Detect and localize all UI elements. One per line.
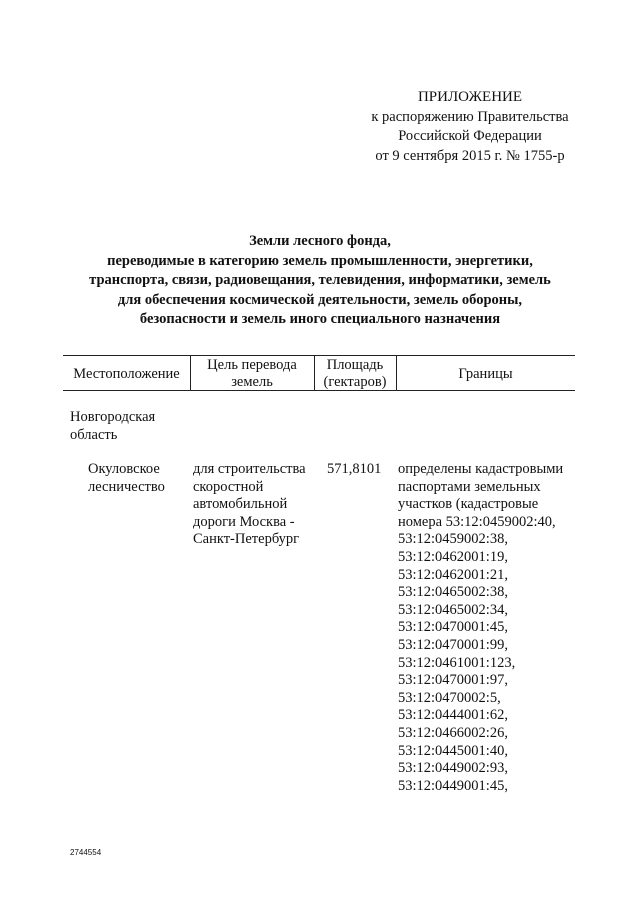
title-line: переводимые в категорию земель промышленности, энергетики,: [107, 252, 533, 269]
cadastral-number: 53:12:0449001:45,: [398, 777, 508, 794]
header-purpose-line: земель: [231, 374, 273, 390]
header-purpose: [190, 357, 314, 391]
header-area: [314, 357, 396, 391]
purpose-cell: [193, 461, 306, 549]
title-line: транспорта, связи, радиовещания, телевидения, информатики, земель: [89, 272, 551, 289]
forestry-line: Окуловское: [88, 461, 160, 477]
cadastral-number: 53:12:0470001:45,: [398, 619, 508, 636]
region-line: Новгородская: [70, 409, 156, 425]
header-area-line: (гектаров): [323, 374, 387, 390]
appendix-heading: ПРИЛОЖЕНИЕ: [417, 89, 523, 105]
title-line: безопасности и земель иного специального назначения: [139, 311, 501, 328]
cadastral-number: 53:12:0462001:21,: [398, 566, 508, 583]
appendix-block: [340, 88, 600, 166]
forestry-name: [88, 461, 165, 496]
purpose-line: Санкт-Петербург: [193, 531, 300, 548]
document-title: [40, 232, 600, 330]
cadastral-number: 53:12:0465002:38,: [398, 584, 508, 601]
cadastral-number: 53:12:0459002:38,: [398, 531, 508, 548]
header-location: Местоположение: [73, 366, 180, 382]
region-name: [70, 409, 155, 444]
table-top-border: [63, 355, 575, 356]
cadastral-number: 53:12:0462001:19,: [398, 548, 508, 565]
appendix-line: Российской Федерации: [398, 128, 542, 144]
header-borders: Границы: [458, 366, 513, 382]
cadastral-number: 53:12:0470001:97,: [398, 672, 508, 689]
borders-line: определены кадастровыми: [398, 461, 564, 477]
borders-line: номера 53:12:0459002:40,: [398, 513, 556, 530]
cadastral-number: 53:12:0444001:62,: [398, 707, 508, 724]
purpose-line: скоростной: [193, 478, 264, 495]
cadastral-number: 53:12:0449002:93,: [398, 760, 508, 777]
cadastral-number: 53:12:0465002:34,: [398, 601, 508, 618]
title-line: Земли лесного фонда,: [249, 233, 391, 249]
purpose-line: автомобильной: [193, 496, 288, 513]
title-line: для обеспечения космической деятельности, земель обороны,: [117, 291, 523, 308]
purpose-line: дороги Москва -: [193, 513, 295, 530]
cadastral-number: 53:12:0470002:5,: [398, 689, 501, 706]
cadastral-number: 53:12:0470001:99,: [398, 636, 508, 653]
borders-cell: [398, 461, 563, 795]
region-line: область: [70, 426, 118, 443]
borders-line: паспортами земельных: [398, 478, 541, 495]
area-value: 571,8101: [327, 461, 382, 477]
borders-line: участков (кадастровые: [398, 496, 539, 513]
header-purpose-line: Цель перевода: [207, 357, 297, 373]
header-area-line: Площадь: [326, 357, 384, 373]
cadastral-number: 53:12:0445001:40,: [398, 742, 508, 759]
cadastral-number: 53:12:0466002:26,: [398, 724, 508, 741]
forestry-line: лесничество: [88, 478, 165, 495]
appendix-line: от 9 сентября 2015 г. № 1755-р: [375, 147, 565, 164]
appendix-line: к распоряжению Правительства: [371, 108, 569, 125]
purpose-line: для строительства: [193, 461, 306, 477]
document-number: 2744554: [70, 848, 102, 857]
cadastral-number: 53:12:0461001:123,: [398, 654, 516, 671]
